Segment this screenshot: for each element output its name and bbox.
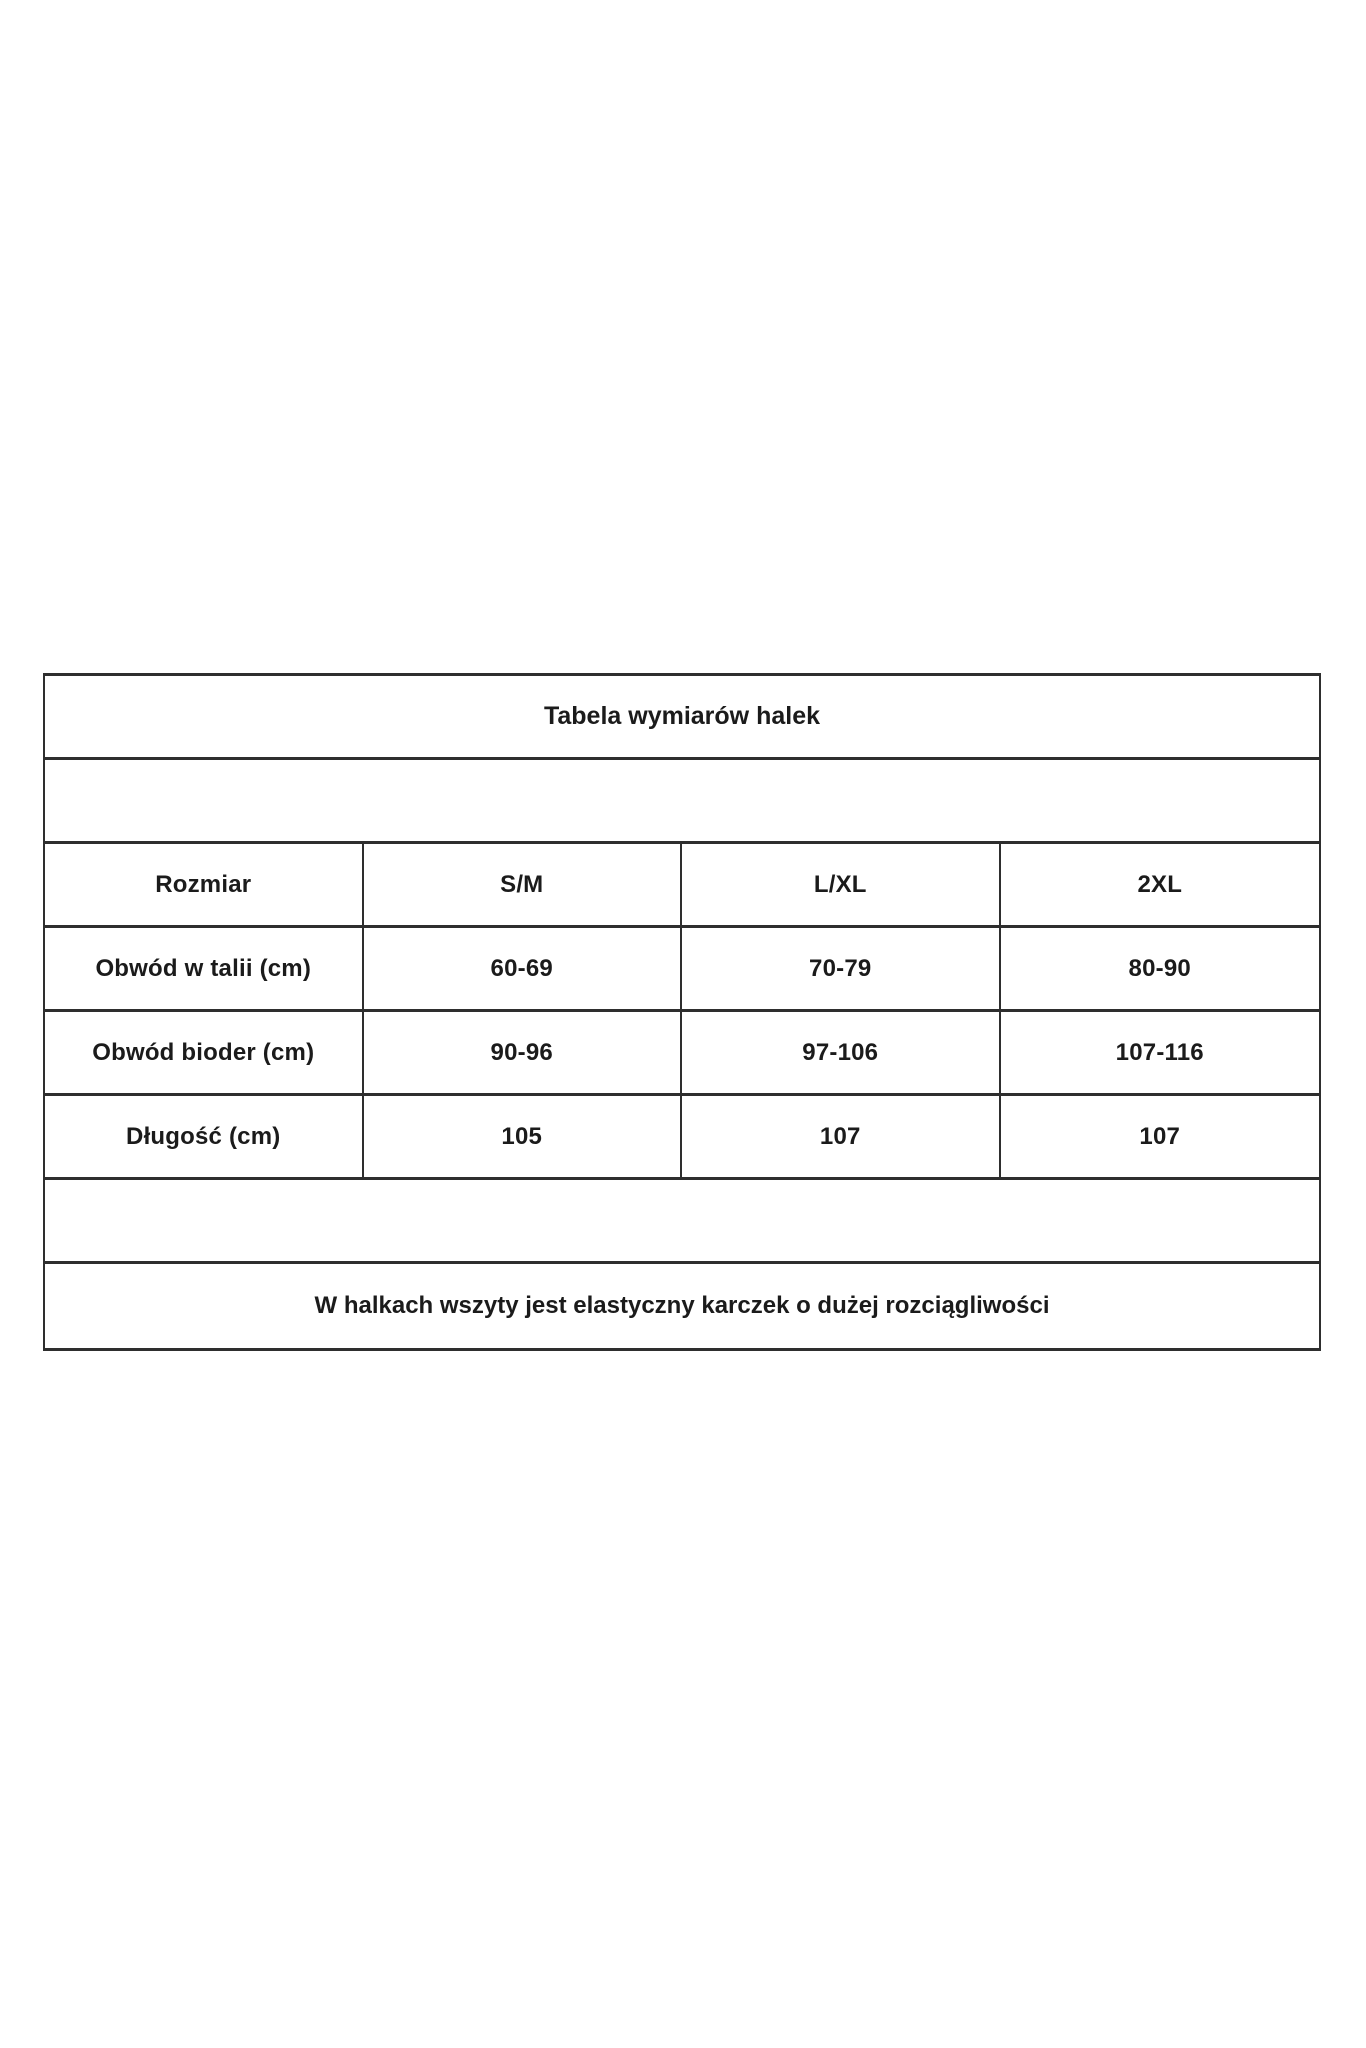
table-row-length: [45, 1096, 1319, 1180]
table-cell: 80-90: [1128, 954, 1191, 982]
header-cell-rozmiar: Rozmiar: [45, 844, 364, 925]
table-row-hips: [45, 1012, 1319, 1096]
table-cell: 97-106: [682, 1012, 1001, 1093]
table-cell: 70-79: [682, 928, 1001, 1009]
footnote-row: [45, 1264, 1319, 1348]
table-cell: 90-96: [364, 1012, 683, 1093]
spacer-row-top: [45, 760, 1319, 844]
row-label: Obwód w talii (cm): [45, 928, 364, 1009]
row-label: Długość (cm): [45, 1096, 364, 1177]
title-row: [45, 676, 1319, 760]
header-cell-lxl: L/XL: [682, 844, 1001, 925]
table-cell: 60-69: [364, 928, 683, 1009]
spacer-row-bottom: [45, 1180, 1319, 1264]
header-cell-2xl: 2XL: [1137, 870, 1183, 898]
table-cell: 107: [682, 1096, 1001, 1177]
header-cell-sm: S/M: [364, 844, 683, 925]
table-row-waist: [45, 928, 1319, 1012]
table-title: Tabela wymiarów halek: [543, 702, 821, 730]
table-cell: 107: [1139, 1122, 1181, 1150]
table-cell: 105: [364, 1096, 683, 1177]
table-cell: 107-116: [1115, 1038, 1204, 1066]
size-chart-table: [43, 673, 1321, 1351]
header-row: [45, 844, 1319, 928]
footnote-text: W halkach wszyty jest elastyczny karczek o dużej rozciągliwości: [314, 1292, 1050, 1319]
row-label: Obwód bioder (cm): [45, 1012, 364, 1093]
